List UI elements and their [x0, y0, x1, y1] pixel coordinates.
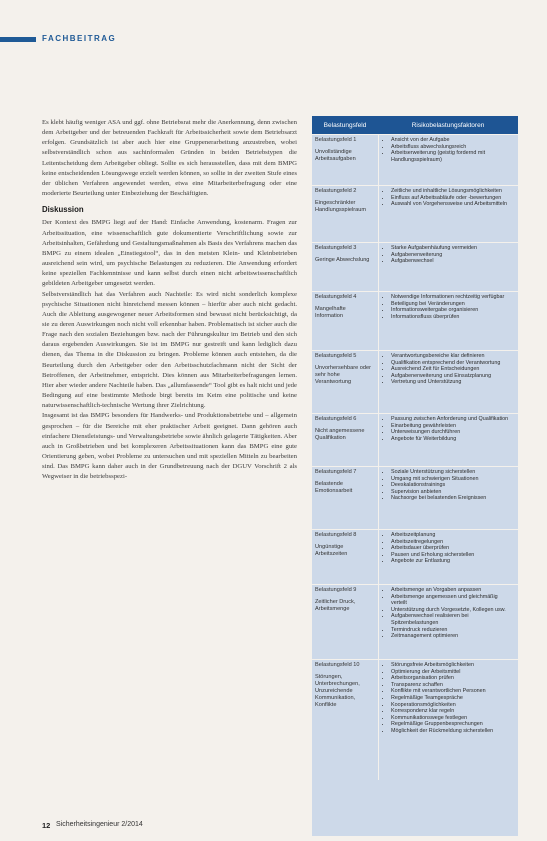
belastungsfeld-number: Belastungsfeld 4 — [315, 294, 357, 300]
belastungsfeld-name: Belastende Emotionsarbeit — [315, 481, 353, 494]
risk-factor-item: • Zeitmanagement optimieren — [391, 633, 515, 640]
belastungsfeld-number: Belastungsfeld 9 — [315, 587, 357, 593]
belastungsfeld-cell — [312, 351, 378, 413]
article-paragraph: Selbstverständlich hat das Verfahren auch Nachteile: Es wird nicht sonderlich komplexe psychische Situationen nicht hinreichend messen können – hierfür aber auch nicht gedacht. Auch die Ableitung ausgewogener neuer Arbeitsformen sind bewusst nicht berücksichtigt, da sie zu deren Auswirkungen noch nicht voll erkennbar haben. Problematisch ist sicher auch die Frage nach den sozialen Beziehungen bzw. nach der Führungskultur im Betrieb und den sich daraus ergebenden Auswirkungen. Sie ist im BMPG nur gestreift und kann lediglich dazu dienen, das Thema in die Diskussion zu bringen. Probleme können auch entstehen, da die Beurteilung durch den Arbeitgeber oder den Arbeitsschutzfachmann nicht der Sicht der Betroffenen, der Arbeitnehmer, entspricht. Dies können aus Mitarbeiterbefragungen lernen. Hier aber wieder andere Nachteile haben. Das „allumfassende“ Tool gibt es halt nicht und jede Bedingung auf eine bestimmte Methode birgt bereits im Keim eine politische und keine naturwissenschaftlich-technische Wertung ihrer Zielrichtung. — [42, 290, 297, 410]
belastungsfeld-number: Belastungsfeld 3 — [315, 245, 357, 251]
risk-factor-item: • Deeskalationstrainings — [391, 482, 515, 489]
belastungsfeld-name: Eingeschränkter Handlungsspielraum — [315, 200, 366, 213]
risk-factor-item: • Arbeitsmenge angemessen und gleichmäßig verteilt — [391, 594, 515, 607]
risk-factor-item: • Soziale Unterstützung sicherstellen — [391, 469, 515, 476]
belastungsfeld-number: Belastungsfeld 8 — [315, 532, 357, 538]
risk-factor-list — [383, 188, 515, 208]
belastungsfeld-cell — [312, 292, 378, 350]
risk-factor-item: • Zeitliche und inhaltliche Lösungsmöglichkeiten — [391, 188, 515, 195]
belastungsfeld-number: Belastungsfeld 2 — [315, 188, 357, 194]
risk-factor-list — [383, 353, 515, 386]
belastungsfeld-number: Belastungsfeld 5 — [315, 353, 357, 359]
table-row — [312, 413, 518, 466]
table-row — [312, 242, 518, 291]
risk-factors-cell — [378, 414, 518, 466]
belastungsfeld-name: Geringe Abwechslung — [315, 257, 370, 263]
risk-factor-item: • Korrespondenz klar regeln — [391, 708, 515, 715]
risk-factors-cell — [378, 186, 518, 242]
belastungsfeld-name: Unvorhersehbare oder sehr hohe Verantwortung — [315, 365, 371, 385]
risk-factor-item: • Ausreichend Zeit für Entscheidungen — [391, 366, 515, 373]
belastungsfeld-number: Belastungsfeld 6 — [315, 416, 357, 422]
publication-title: Sicherheitsingenieur 2/2014 — [56, 821, 143, 828]
belastungsfeld-cell — [312, 660, 378, 780]
risk-factor-item: • Einarbeitung gewährleisten — [391, 423, 515, 430]
risk-factor-item: • Unterstützung durch Vorgesetzte, Kollegen usw. — [391, 607, 515, 614]
risk-factor-item: • Arbeitszeitregelungen — [391, 539, 515, 546]
table-row — [312, 291, 518, 350]
risk-factor-item: • Transparenz schaffen — [391, 682, 515, 689]
risk-factor-item: • Notwendige Informationen rechtzeitig verfügbar — [391, 294, 515, 301]
belastungsfeld-name: Ungünstige Arbeitszeiten — [315, 544, 348, 557]
risk-factor-item: • Arbeitsorganisation prüfen — [391, 675, 515, 682]
risk-factor-item: • Qualifikation entsprechend der Verantwortung — [391, 360, 515, 367]
risk-factor-item: • Möglichkeit der Rückmeldung sicherstellen — [391, 728, 515, 735]
risk-factors-cell — [378, 467, 518, 529]
risk-factors-cell — [378, 243, 518, 291]
risk-factor-item: • Angebote zur Entlastung — [391, 558, 515, 565]
risk-factor-item: • Kooperationsmöglichkeiten — [391, 702, 515, 709]
belastungsfeld-name: Unvollständige Arbeitsaufgaben — [315, 149, 356, 162]
risk-factor-item: • Auswahl von Vorgehensweise und Arbeitsmitteln — [391, 201, 515, 208]
column-header: Belastungsfeld — [323, 121, 367, 129]
risk-factor-item: • Vertretung und Unterstützung — [391, 379, 515, 386]
risk-factor-item: • Arbeitsfluss abwechslungsreich — [391, 144, 515, 151]
risk-factor-item: • Störungsfreie Arbeitsmöglichkeiten — [391, 662, 515, 669]
risk-factors-cell — [378, 135, 518, 185]
risk-factor-item: • Angebote für Weiterbildung — [391, 436, 515, 443]
risk-factor-item: • Termindruck reduzieren — [391, 627, 515, 634]
risk-factor-item: • Passung zwischen Anforderung und Qualifikation — [391, 416, 515, 423]
section-heading: Diskussion — [42, 205, 84, 215]
risk-factors-cell — [378, 660, 518, 780]
risk-factor-item: • Unterweisungen durchführen — [391, 429, 515, 436]
belastungsfeld-cell — [312, 530, 378, 584]
table-row — [312, 134, 518, 185]
belastungsfeld-number: Belastungsfeld 7 — [315, 469, 357, 475]
section-label: FACHBEITRAG — [42, 34, 117, 43]
risk-factor-item: • Informationsfluss überprüfen — [391, 314, 515, 321]
table-row — [312, 185, 518, 242]
risk-factor-item: • Nachsorge bei belastenden Ereignissen — [391, 495, 515, 502]
table-body — [312, 134, 518, 780]
risk-factor-item: • Aufgabenwechsel realisieren bei Spitzenbelastungen — [391, 613, 515, 626]
risk-factor-item: • Kommunikationswege festlegen — [391, 715, 515, 722]
table-row — [312, 659, 518, 780]
risk-factor-list — [383, 137, 515, 163]
risk-factors-cell — [378, 585, 518, 659]
risk-factor-item: • Pausen und Erholung sicherstellen — [391, 552, 515, 559]
risk-factor-item: • Arbeitsmenge an Vorgaben anpassen — [391, 587, 515, 594]
risk-factor-item: • Regelmäßige Gruppenbesprechungen — [391, 721, 515, 728]
risk-factor-list — [383, 294, 515, 320]
risk-factor-list — [383, 469, 515, 502]
risk-factor-list — [383, 532, 515, 565]
risk-factor-item: • Umgang mit schwierigen Situationen — [391, 476, 515, 483]
table-row — [312, 350, 518, 413]
table-row — [312, 466, 518, 529]
table-row — [312, 529, 518, 584]
risk-factor-item: • Ansicht von der Aufgabe — [391, 137, 515, 144]
belastungsfeld-name: Mangelhafte Information — [315, 306, 346, 319]
belastungsfeld-number: Belastungsfeld 10 — [315, 662, 360, 668]
belastungsfeld-name: Störungen, Unterbrechungen, Unzureichende Kommunikation, Konflikte — [315, 674, 360, 708]
belastungsfeld-cell — [312, 243, 378, 291]
risk-factor-item: • Aufgabenerweiterung — [391, 252, 515, 259]
risk-factor-item: • Einfluss auf Arbeitsabläufe oder -bewertungen — [391, 195, 515, 202]
risk-factor-item: • Verantwortungsbereiche klar definieren — [391, 353, 515, 360]
belastungsfeld-table — [312, 116, 518, 836]
risk-factor-list — [383, 245, 515, 265]
risk-factors-cell — [378, 351, 518, 413]
header-accent-bar — [0, 37, 36, 42]
risk-factor-item: • Beteiligung bei Veränderungen — [391, 301, 515, 308]
belastungsfeld-name: Zeitlicher Druck, Arbeitsmenge — [315, 599, 356, 612]
risk-factor-item: • Arbeitserweiterung (geistig fordernd mit Handlungsspielraum) — [391, 150, 515, 163]
belastungsfeld-cell — [312, 135, 378, 185]
page-number: 12 — [42, 821, 51, 830]
article-body — [42, 118, 297, 482]
table-row — [312, 584, 518, 659]
table-header — [312, 116, 518, 134]
risk-factor-item: • Regelmäßige Teamgespräche — [391, 695, 515, 702]
risk-factor-item: • Arbeitsdauer überprüfen — [391, 545, 515, 552]
belastungsfeld-cell — [312, 585, 378, 659]
risk-factor-list — [383, 416, 515, 442]
belastungsfeld-cell — [312, 414, 378, 466]
risk-factor-item: • Informationsweitergabe organisieren — [391, 307, 515, 314]
article-paragraph: Es klebt häufig weniger ASA und ggf. ohne Betriebsrat mehr die Anerkennung, denn zwischen dem Arbeitgeber und der betreuenden Fachkraft für Arbeitssicherheit sowie dem Betriebsarzt erfolgen. Grundsätzlich ist aber auch hier eine Gruppenerarbeitung anzustreben, wobei selbstverständlich schon aus sachinformalen Gründen in beiden Betriebstypen die Leitentscheidung dem Arbeitgeber obliegt. Sollte es sich herausstellen, dass mit dem BMPG keine entscheidenden Lösungswege erzielt werden können, so sollte in der zweiten Stufe eines der üblichen Verfahren angewendet werden, etwa eine Mitarbeiterbefragung oder eine moderierte Beurteilung unter Einbeziehung der Beschäftigten. — [42, 119, 297, 198]
risk-factor-item: • Supervision anbieten — [391, 489, 515, 496]
risk-factor-list — [383, 587, 515, 640]
article-paragraph: Der Kontext des BMPG liegt auf der Hand: Einfache Anwendung, kostenarm. Fragen zur Arbeitssituation, eine wissenschaftlich gute dokumentierte Verschriftlichung sowie zur Arbeitsinhalten, Gefährdung und Gestaltungsmaßnahmen als Basis des Verfahrens machen das BMPG zu einem idealen „Einstiegstool“, das in den meisten Klein- und Kleinbetrieben ausreichend sein wird, um psychische Belastungen zu reduzieren. Die Anwendung erfordert keine speziellen Fachkenntnisse und kann selbst durch einen nicht arbeitswissenschaftlich gebildeten Arbeitgeber umgesetzt werden. — [42, 219, 297, 288]
risk-factor-item: • Arbeitszeitplanung — [391, 532, 515, 539]
article-paragraph: Insgesamt ist das BMPG besonders für Handwerks- und Produktionsbetriebe und – allgemein gesprochen – für die Bereiche mit eher praktischer Arbeit geeignet. Dann gehören auch einfachere Dienstleistungs- und Verwaltungsbetriebe sowie ähnlich gelagerte Tätigkeiten. Aber auch in Großbetrieben und bei komplexeren Arbeitssituationen kann das BMPG eine gute Orientierung geben, wobei Probleme zu untersuchen und mit speziellen Mitteln zu bearbeiten sind. Das BMPG kann daher auch in der Grundbetreuung nach der DGUV Vorschrift 2 als Wegweiser in die betriebsspezi- — [42, 412, 297, 481]
risk-factor-item: • Optimierung der Arbeitsmittel — [391, 669, 515, 676]
belastungsfeld-number: Belastungsfeld 1 — [315, 137, 357, 143]
belastungsfeld-name: Nicht angemessene Qualifikation — [315, 428, 365, 441]
risk-factor-item: • Aufgabenerweiterung und Einsatzplanung — [391, 373, 515, 380]
risk-factors-cell — [378, 292, 518, 350]
risk-factor-item: • Starke Aufgabenhäufung vermeiden — [391, 245, 515, 252]
column-header: Risikobelastungsfaktoren — [411, 121, 485, 129]
risk-factors-cell — [378, 530, 518, 584]
risk-factor-item: • Aufgabenwechsel — [391, 258, 515, 265]
risk-factor-item: • Konflikte mit verantwortlichen Personen — [391, 688, 515, 695]
belastungsfeld-cell — [312, 186, 378, 242]
belastungsfeld-cell — [312, 467, 378, 529]
risk-factor-list — [383, 662, 515, 735]
